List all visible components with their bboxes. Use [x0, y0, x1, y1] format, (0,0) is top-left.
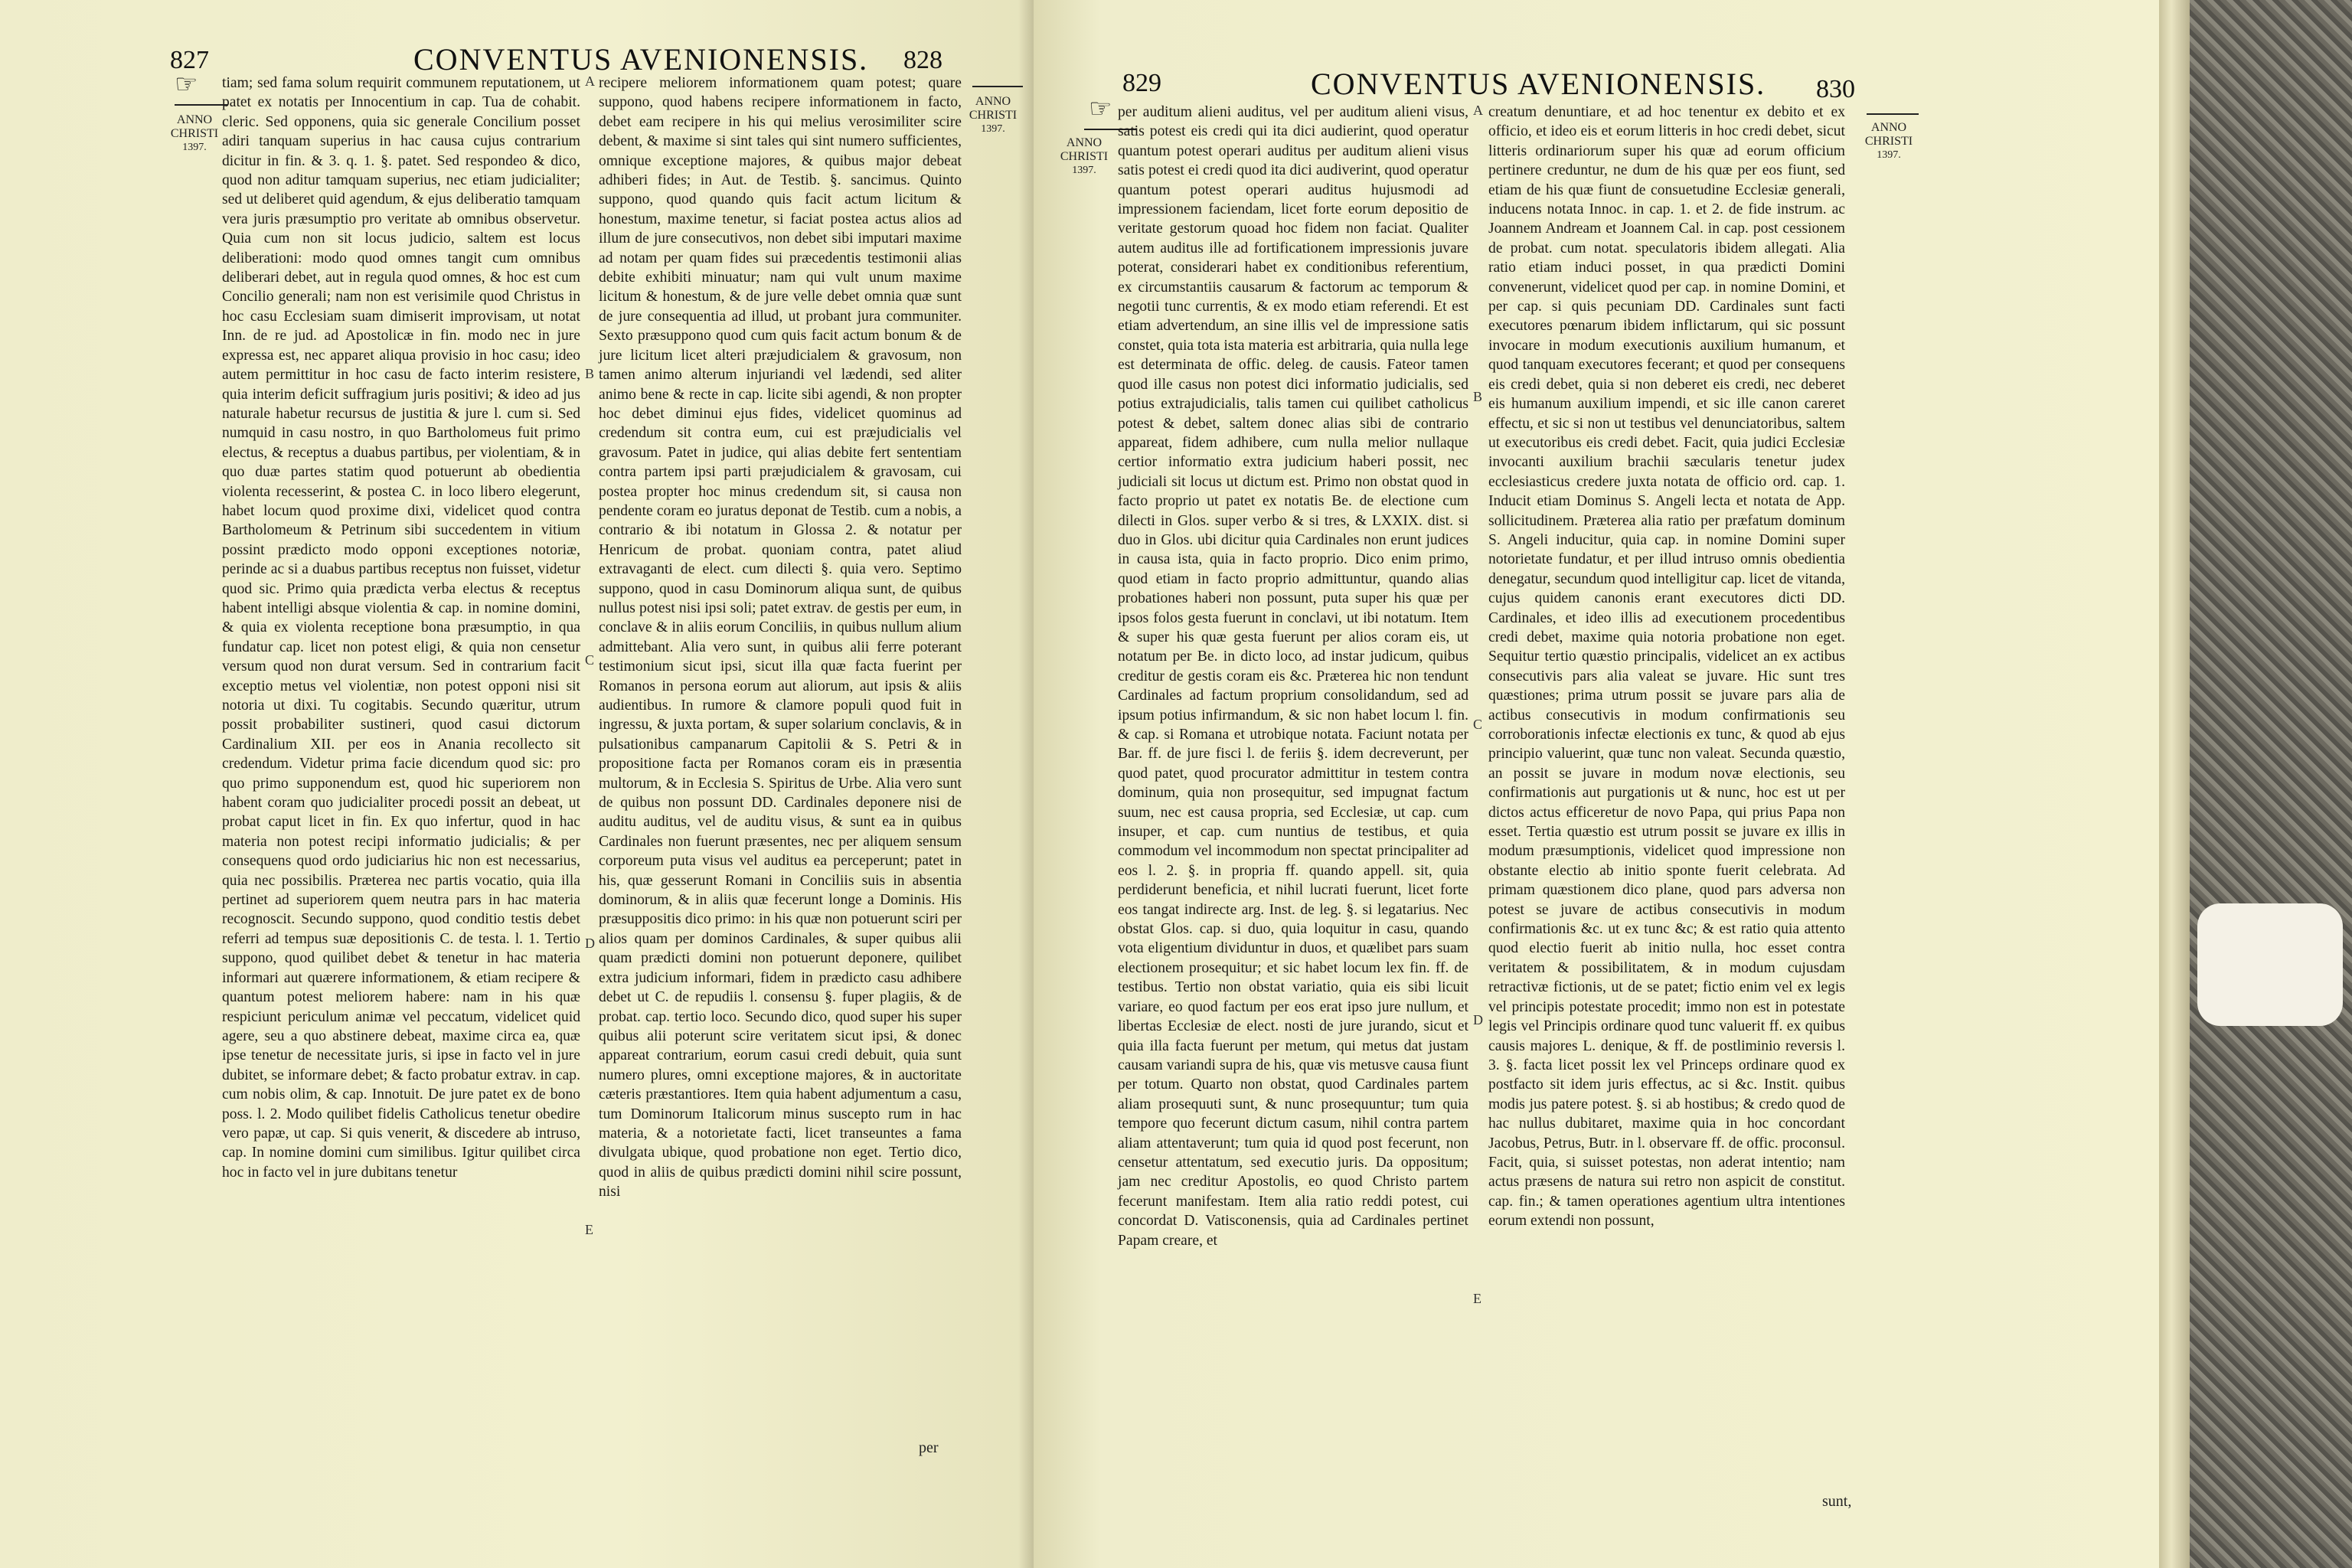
margin-rule-right [972, 86, 1023, 87]
anno-christi-right [1862, 121, 1916, 162]
text-column-a [1118, 103, 1468, 1250]
anno-year: 1397. [1072, 165, 1096, 176]
text-column-b [1488, 103, 1845, 1231]
anno-christi-left [1060, 136, 1109, 178]
anno-label: ANNO CHRISTI [1864, 121, 1913, 148]
right-page [1034, 0, 2159, 1568]
section-letter-a: A [585, 74, 595, 89]
section-letter-b: B [585, 366, 595, 381]
column-text: recipere meliorem informationem quam potest; quare suppono, quod habens recipere informationem in facto, debet eam recipere in his qui melius verosimiliter scire debent, & maxime si sint tales qui sint numero sufficientes, omnique exceptione majores, & quibus major debeat adhiberi fides; in Aut. de Testib. §. sancimus. Quinto suppono, quod quando quis facit actum licitum & honestum, maxime tenetur, si faciat postea actus alios ad illum de jure consecutivos, non debet sibi imputari maxime ad notam per quam fides sui præcedentis testimonii alias debite exhibiti minuatur; nam qui vult unum maxime licitum & honestum, & de jure velle debet omnia quæ sunt de jure consequentia ad illud, ut probant jura communiter. Sexto præsuppono quod cum quis facit actum bonum & de jure licitum licet alteri præjudicialem & gravosum, non tamen animo alterum injuriandi vel lædendi, sed aliter animo bene & recte in cap. licite sibi agendi, & non propter hoc debet diminui ejus fides, videlicet quominus ad credendum sit contra eum, cui est præjudicialis vel gravosum. Patet in judice, qui alias debite fert sententiam contra partem ipsi parti præjudicialem & gravosam, cui postea propter hoc minus credendum sit, si causa non pendente coram eo juratus deponat de Testib. cum a nobis, a contrario & ibi notatum in Glossa 2. & notatur per Henricum de probat. quoniam contra, patet aliud extravaganti de elect. cum dilecti §. quia vero. Septimo suppono, quod in casu Dominorum aliqua sunt, de quibus nullus potest nisi ipsi soli; patet extrav. de gestis per eum, in conclave & in aliis eorum Conciliis, in quibus nullum alium admittebant. Alia vero sunt, in quibus alii ferre poterant testimonium sicut ipsi, sicut illa quæ facta fuerint per Romanos in persona eorum aut aliorum, aut ipsis & aliis audientibus. In rumore & clamore populi quod fuit in ingressu, & juxta portam, & super solarium conclavis, & in pulsationibus campanarum Capitolii & S. Petri & in propositione facta per Romanos coram eis in præsentia multorum, & in Ecclesia S. Spiritus de Urbe. Alia vero sunt de quibus non possunt DD. Cardinales deponere nisi de auditu auditus, vel de auditu visus, & sunt ea in quibus Cardinales non fuerunt præsentes, nec per aliquem sensum corporeum puta visus vel auditus ea perceperunt; patet in his, quæ gesserunt Romani in Conciliis suis in absentia dominorum, & in aliis quæ fecerunt longe a Dominis. His præsuppositis dico primo: in his quæ non potuerunt sciri per alios quam per dominos Cardinales, & super quibus alii quam prædicti domini non potuerunt deponere, quilibet extra judicium informari, fidem in prædicto casu adhibere debet ut C. de repudiis l. consensu §. fuper plagiis, & de probat. cap. tertio loco. Secundo dico, quod super his super quibus alii poterunt scire veritatem sicut ipsi, & donec appareat contrarium, eorum casui credi debuit, quia sunt numero plures, omni exceptione majores, & in auctoritate cæteris præstantiores. Item quia habent adjumentum a casu, tum Dominorum Italicorum minus suscepto rum in hac materia, & a notorietate facti, licet transeuntes a fama divulgata ubique, quod probatione non eget. Tertio dico, quod in aliis de quibus prædicti domini nihil scire possunt, nisi [599, 75, 962, 1200]
text-column-b [599, 74, 962, 1202]
column-text: tiam; sed fama solum requirit communem reputationem, ut patet ex notatis per Innocentium in cap. Tua de cohabit. cleric. Sed opponens, quia sic generale Concilium posset adiri tanquam superius in hac causa cujus contrarium dicitur in fin. & 3. q. 1. §. patet. Sed respondeo & dico, quod non aditur tamquam superius, nec etiam judicialiter; sed ut deliberet quid agendum, & ejus deliberatio tamquam vera juris præsumptio pro veritate ab omnibus observetur. Quia cum non sit locus judicio, saltem est locus deliberationi: modo quod omnes tangit cum omnibus deliberari debet, aut in regula quod omnes, & hoc est cum Concilio generali; nam non est verisimile quod Christus in hoc casu Ecclesiam suam dimiserit improvisam, ut notat Inn. de re jud. ad Apostolicæ in fin. modo nec in jure expressa est, nec apparet aliqua provisio in hoc casu; ideo autem permittitur in hoc casu de facto interim resistere, quia interim deficit suffragium juris positivi; & ideo ad jus naturale habetur recursus de justitia & jure l. cum si. Sed numquid in casu nostro, in quo Bartholomeus fuit primo electus, & receptus a duabus partibus, per violentiam, & in quo duæ partes statim quod potuerunt ab obedientia violenta recesserint, & postea C. in loco libero elegerunt, habet locum quod proxime dixi, videlicet quod contra Bartholomeum & Petrinum sibi succedentem in vitium possint prædicto modo opponi exceptiones notoriæ, perinde ac si a duabus partibus receptus non fuisset, videtur quod sic. Primo quia prædicta verba electus & receptus habent intelligi absque violentia & cap. in nomine domini, & quia ex violenta receptione bona præsumptio, in qua fundatur cap. licet non potest eligi, & quia non censetur versum quod non durat versum. Sed in contrarium facit exceptio metus vel violentiæ, non potest opponi nisi sit notoria ut dixi. Tu cogitabis. Secundo quæritur, utrum possit probabiliter sustineri, quod casui dictorum Cardinalium XII. per eos in Anania recollecto sit credendum. Videtur prima facie dicendum quod sic: pro quo primo supponendum est, quod hic superiorem non habent coram quo judicialiter procedi possit an debeat, ut probat caput licet in fin. Ex quo infertur, quod in hac materia non potest recipi informatio judicialis; & per consequens quod ordo judiciarius hic non est necessarius, quia nec possibilis. Præterea nec partis vocatio, quia illa pertinet ad superiorem quem neutra pars in hac materia recognoscit. Secundo suppono, quod conditio testis debet referri ad tempus suæ depositionis C. de testa. l. 1. Tertio suppono, quod quilibet debet & tenetur in hac materia informari aut quærere informationem, & etiam recipere & quantum potest meliorem habere: nam in his quæ respiciunt periculum animæ vel peccatum, videlicet quid agere, seu a quo abstinere debeat, maxime circa ea, quæ ipse tenetur de necessitate juris, si ipse in facto vel in jure dubitet, se informare debet; & facto probatur extrav. in cap. cum nobis olim, & cap. Innotuit. De jure patet ex de bono poss. l. 2. Modo quilibet fidelis Catholicus tenetur obedire vero papæ, ut cap. Si quis venerit, & discedere ab intruso, cap. In nomine domini cum similibus. Igitur quilibet circa hoc in facto vel in jure dubitans tenetur [222, 75, 580, 1181]
column-text: per auditum alieni auditus, vel per auditum alieni visus, satis potest eis credi qui ita dici audierint, quod operatur quantum potest operari auditus per auditum alieni visus satis potest ei credi quod ita dici audiverint, quod operatur quantum potest operari auditus hujusmodi ad impressionem faciendam, licet forte eorum depositio de veritate gestorum quoad hoc fidem non faciat. Qualiter autem auditus ille ad fortificationem impressionis juvare poterat, considerari habet ex conditionibus referentium, ex circumstantiis causarum & factorum ac temporum & negotii tunc currentis, & ex modo etiam referendi. Et est etiam advertendum, an sine illis vel de impressione satis constet, quia tota ista materia est arbitraria, quia nulla lege est determinata de offic. deleg. de causis. Fateor tamen quod ille casus non potest dici informatio judicialis, sed potius extrajudicialis, talis tamen cui quilibet catholicus potest & debet, saltem donec alias sibi de contrario appareat, fidem adhibere, cum nulla melior nullaque certior informatio extra judicium haberi possit, nec judiciali sit locus ut dictum est. Primo non obstat quod in facto proprio ut patet ex notatis Be. de electione cum dilecti in Glos. super verbo & si tres, & LXXIX. dist. si duo in Glos. ubi dicitur quia Cardinales non erunt judices in causa ista, quia in facto proprio. Dico enim primo, quod etiam in facto proprio admittuntur, quando alias probationes haberi non possunt, puta super his quæ per ipsos folos gesta fuerunt in conclavi, ut ibi notatum. Item & super his quæ gesta fuerunt per alios coram eis, ut notatum per Be. in dicto loco, ad instar judicum, quibus creditur de gestis coram eis &c. Præterea hic non tendunt Cardinales ad factum proprium consolidandum, sed ad ipsum potius infirmandum, & sic non habet locum l. fin. & cap. si Romana et utrobique notata. Faciunt notata per Bar. ff. de jure fisci l. de feriis §. idem decreverunt, per quod patet, quod procurator admittitur in testem contra dominum, quia non prosequitur, sed impugnat factum suum, nec est causa propria, sed Ecclesiæ, ut cap. cum insuper, et cap. cum nuntius de testibus, et quia commodum vel incommodum non spectat principaliter ad eos l. 2. §. in propria ff. quando appell. sit, quia perdiderunt beneficia, et nihil lucrati fuerunt, licet forte eos tangat indirecte arg. Inst. de leg. §. si legatarius. Nec obstat Glos. cap. si duo, quia loquitur in casu, quando vota eligentium dividuntur in duos, et quælibet pars suam electionem prosequitur; et sic habet locum lex fin. ff. de testibus. Tertio non obstat variatio, quia eis sibi licuit variare, eo quod factum per eos erat ipso jure nullum, et libertas Ecclesiæ de elect. nosti de jure jurando, sicut et quia illa facta fuerunt per metum, qui metus dat justam causam variandi supra de his, quæ vis metusve causa fiunt per totum. Quarto non obstat, quod Cardinales partem aliam prosequuti sunt, & nunc prosequuntur; tum quia tempore quo fecerunt dictum casum, nihil contra partem aliam attentaverunt; tum quia id quod post fecerunt, non censetur attentatum, sed executio juris. Da oppositum; jam nec creditur Apostolis, eo quod Christo partem fecerunt manifestam. Item alia ratio reddi potest, cui concordat D. Vatisconensis, quia ad Cardinales pertinet Papam creare, et [1118, 104, 1468, 1249]
pointing-hand-icon: ☞ [175, 69, 198, 100]
page-edges [2159, 0, 2190, 1568]
section-letter-d: D [585, 936, 595, 951]
pointing-hand-icon: ☞ [1089, 93, 1112, 124]
text-column-a [222, 74, 580, 1182]
anno-label: ANNO CHRISTI [969, 95, 1018, 122]
paper-scrap [2197, 903, 2343, 1026]
section-letter-a: A [1473, 103, 1483, 118]
anno-year: 1397. [1877, 149, 1901, 161]
anno-label: ANNO CHRISTI [1060, 136, 1109, 163]
section-letter-e: E [1473, 1291, 1481, 1306]
background-carpet [2190, 0, 2352, 1568]
anno-christi-right [966, 95, 1020, 136]
column-text: creatum denuntiare, et ad hoc tenentur ex debito et ex officio, et ideo eis et eorum litteris in hoc credi debet, sicut litteris ordinariorum super his quæ ad eorum officium pertinere creduntur, ne dum de his quæ per eos fiunt, sed etiam de his quæ fiunt de consuetudine Ecclesiæ generali, inducens notata Innoc. in cap. 1. et 2. de fide instrum. ac Joannem Andream et Joannem Cal. in cap. post cessionem de probat. cum notat. speculatoris ibidem allegati. Alia ratio etiam induci posset, in qua prædicti Domini convenerunt, videlicet quod per cap. in nomine Domini, et per cap. si quis pecuniam DD. Cardinales sunt facti executores pœnarum ibidem inflictarum, qui sic possunt invocare in modum executionis auxilium humanum, et quod tanquam executores fecerant; et quod per consequens eis credi debet, quia si non deberet eis credi, nec deberet eis humanum auxilium impendi, et sic ille canon careret effectu, et sic si non ut testibus vel denunciatoribus, saltem ut executoribus eis credi debet. Facit, quia judici Ecclesiæ invocanti auxilium brachii sæcularis tenetur judex ecclesiasticus credere juxta notata de officio ord. cap. 1. Inducit etiam Dominus S. Angeli lecta et notata de App. sollicitudinem. Præterea alia ratio per præfatum dominum S. Angeli inducitur, quia cap. in nomine Domini super notorietate fundatur, et per illud intruso omnis obedientia denegatur, secundum quod intelligitur cap. licet de vitanda, cujus quidem canonis erant executores dicti DD. Cardinales, et ideo illis ad executionem procedentibus credi debet, maxime quia notoria probatione non eget. Sequitur tertio quæstio principalis, videlicet an ex actibus consecutivis pars alia valeat se juvare. Hic sunt tres quæstiones; prima utrum possit se juvare pars alia de actibus consecutivis in modum confirmationis seu corroborationis infectæ electionis ex tunc, & quod ab ejus principio valuerint, quæ tunc non valeat. Secunda quæstio, an possit se juvare in modum novæ electionis, seu confirmationis aut purgationis ut & nunc, hoc est ut per dictos actus efficeretur de novo Papa, qui prius Papa non esset. Tertia quæstio est utrum possit se juvare ex illis in modum præsumptionis, videlicet quod impressione non obstante electio ab initio sponte fuerit celebrata. Ad primam quæstionem dico plane, quod pars adversa non potest se juvare de actibus consecutivis in modum confirmationis &c. ut ex tunc &c; & est ratio quia attento quod electio fuerit ab initio nulla, hoc esset contra veritatem & possibilitatem, & in modum cujusdam retractivæ fictionis, ut de se patet; fictio enim vel ex legis vel principis potestate procedit; immo non est in potestate legis vel Principis ordinare quod tunc valuerit ff. ex quibus causis majores L. denique, & ff. de postliminio reversis l. 3. §. facta licet possit lex vel Princeps ordinare quod ex postfacto sit idem juris effectus, ac si &c. Instit. quibus modis jus patere potest. §. si ab hostibus; & credo quod de hac nullus dubitaret, maxime quia in hoc concordant Jacobus, Petrus, Butr. in l. observare ff. de offic. proconsul. Facit, quia, si suisset potestas, non aderat intentio; nam actus præsens de natura sui retro non aspicit de constitut. cap. fin.; & tamen operationes agentium ultra intentiones eorum extendi non possunt, [1488, 104, 1845, 1230]
section-letter-b: B [1473, 389, 1483, 404]
page-number-830: 830 [1816, 75, 1855, 103]
margin-rule-right [1867, 113, 1919, 115]
catchword: per [919, 1439, 939, 1456]
left-page [0, 0, 1034, 1568]
section-letter-e: E [585, 1222, 593, 1237]
anno-christi-left [170, 113, 219, 155]
page-number-829: 829 [1122, 69, 1161, 97]
section-letter-c: C [1473, 717, 1483, 732]
margin-rule-left [175, 104, 228, 106]
anno-label: ANNO CHRISTI [170, 113, 219, 140]
section-letter-d: D [1473, 1012, 1483, 1027]
anno-year: 1397. [981, 123, 1005, 135]
section-letter-c: C [585, 652, 595, 668]
anno-year: 1397. [182, 142, 207, 153]
page-number-827: 827 [170, 46, 209, 74]
running-head-left: CONVENTUS AVENIONENSIS. [413, 42, 869, 77]
page-number-828: 828 [903, 46, 942, 74]
catchword: sunt, [1822, 1493, 1852, 1510]
running-head-right: CONVENTUS AVENIONENSIS. [1311, 67, 1766, 101]
